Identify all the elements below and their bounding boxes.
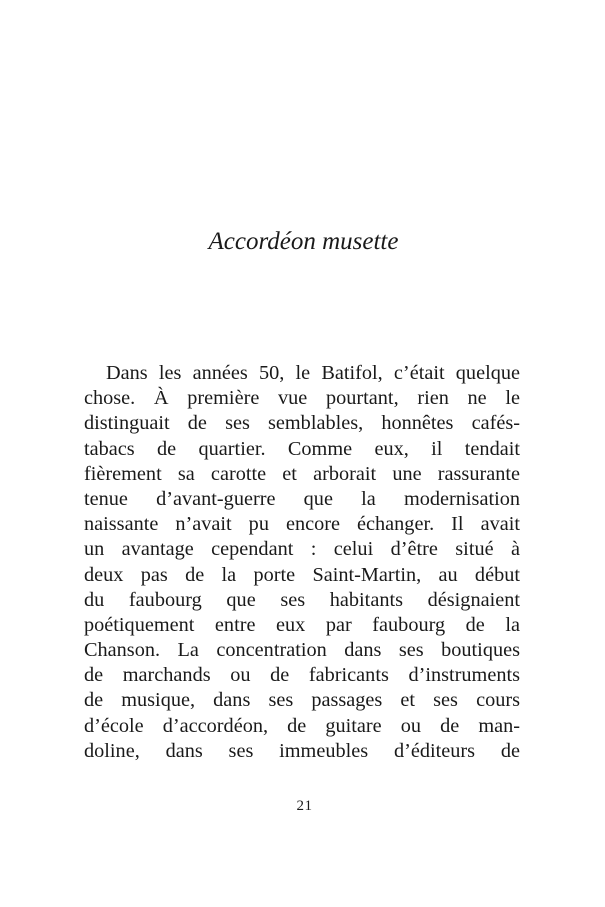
- chapter-title: Accordéon musette: [208, 228, 399, 255]
- text-line: deux pas de la porte Saint-Martin, au début: [84, 563, 520, 586]
- text-line: de musique, dans ses passages et ses cours: [84, 689, 520, 712]
- text-line: chose. À première vue pourtant, rien ne le: [84, 387, 520, 410]
- text-line: Dans les années 50, le Batifol, c’était quelque: [106, 362, 520, 384]
- text-line: tenue d’avant-guerre que la modernisation: [84, 487, 520, 510]
- text-line: du faubourg que ses habitants désignaient: [84, 588, 520, 611]
- body-paragraph: [84, 361, 520, 764]
- text-line: de marchands ou de fabricants d’instruments: [84, 664, 520, 687]
- text-line: fièrement sa carotte et arborait une rassurante: [84, 462, 520, 485]
- text-line: doline, dans ses immeubles d’éditeurs de: [84, 739, 520, 762]
- page-number: 21: [296, 798, 313, 814]
- text-line: poétiquement entre eux par faubourg de la: [84, 613, 520, 636]
- text-line: distinguait de ses semblables, honnêtes cafés-: [84, 412, 520, 435]
- text-line: naissante n’avait pu encore échanger. Il avait: [84, 513, 520, 536]
- text-line: un avantage cependant : celui d’être situé à: [84, 538, 520, 561]
- text-line: Chanson. La concentration dans ses boutiques: [84, 639, 520, 662]
- text-line: tabacs de quartier. Comme eux, il tendait: [84, 437, 520, 460]
- text-line: d’école d’accordéon, de guitare ou de man-: [84, 714, 520, 737]
